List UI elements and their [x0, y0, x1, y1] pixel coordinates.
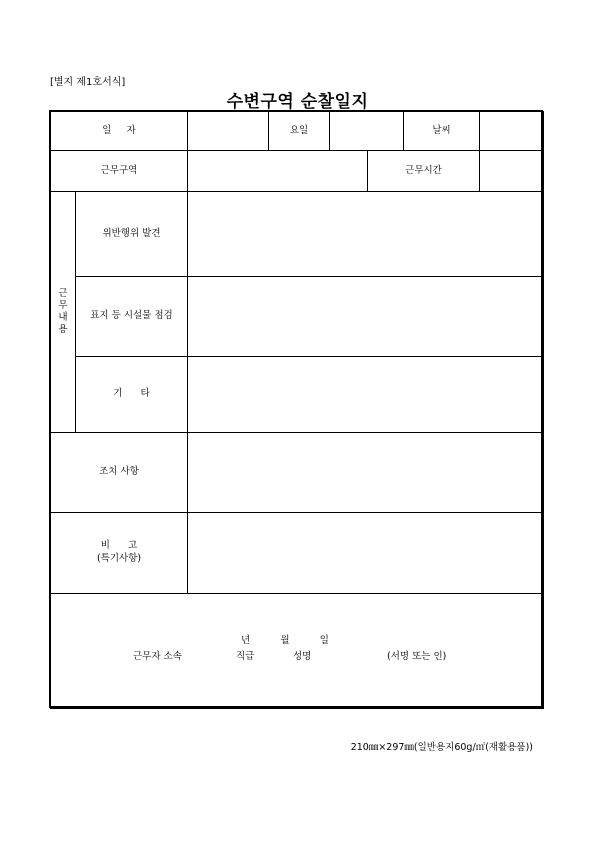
action-label: 조치 사항: [99, 466, 139, 478]
duty-content-char: 용: [58, 323, 68, 335]
work-area-field[interactable]: [188, 151, 367, 191]
violation-label: 위반행위 발견: [102, 227, 161, 239]
remarks-field[interactable]: [188, 513, 541, 593]
name-label: 성명: [293, 650, 312, 662]
affiliation-label: 근무자 소속: [133, 650, 182, 662]
signature-date-line: 년 월 일: [241, 634, 329, 646]
sign-note: (서명 또는 인): [387, 650, 447, 662]
weekday-label: 요일: [289, 124, 309, 136]
action-field[interactable]: [188, 433, 541, 512]
violation-field[interactable]: [188, 192, 541, 276]
other-field[interactable]: [188, 357, 541, 432]
facility-check-field[interactable]: [188, 277, 541, 356]
work-time-field[interactable]: [480, 151, 541, 191]
row-divider: [51, 593, 541, 594]
other-label: 기 타: [113, 388, 150, 400]
remarks-label: 비 고 (특기사항): [96, 540, 142, 564]
patrol-log-form: [49, 110, 543, 708]
weather-label: 날씨: [432, 124, 451, 136]
work-area-label: 근무구역: [100, 164, 138, 176]
document-title: 수변구역 순찰일지: [226, 92, 369, 112]
duty-content-char: 내: [58, 312, 68, 323]
form-number: [별지 제1호서식]: [50, 77, 126, 88]
rank-label: 직급: [236, 650, 255, 662]
duty-content-char: 근: [58, 288, 68, 300]
date-field[interactable]: [188, 112, 268, 150]
date-label: 일 자: [102, 124, 136, 136]
weekday-field[interactable]: [330, 112, 403, 150]
duty-content-label: [51, 192, 75, 432]
paper-spec-footer: 210㎜×297㎜(일반용지60g/㎡(재활용품)): [350, 742, 533, 753]
duty-content-char: 무: [58, 300, 68, 312]
facility-check-label: 표지 등 시설물 점검: [90, 310, 173, 322]
work-time-label: 근무시간: [405, 164, 442, 176]
weather-field[interactable]: [480, 112, 541, 150]
